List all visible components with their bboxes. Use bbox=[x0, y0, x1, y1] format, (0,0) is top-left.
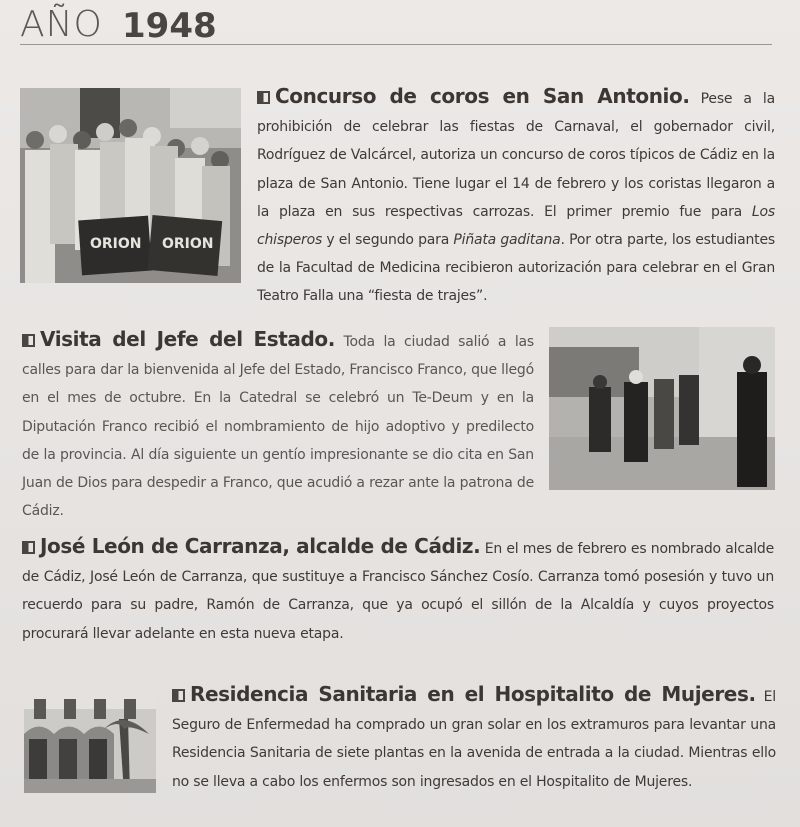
year-value: 1948 bbox=[122, 6, 217, 46]
article-heading: Concurso de coros en San Antonio. bbox=[275, 84, 690, 108]
article-coros bbox=[257, 82, 775, 311]
article-body: y el segundo para bbox=[326, 232, 450, 249]
article-visita bbox=[22, 325, 534, 525]
article-body: . Por otra parte, los estudiantes de la Facultad de Medicina recibieron autorización para celebrar en el Gran Teatro Falla una “fiesta de trajes”. bbox=[257, 232, 775, 305]
article-body: Toda la ciudad salió a las calles para dar la bienvenida al Jefe del Estado, Francisco Franco, que llegó en el mes de octubre. En la Catedral se celebró un Te-Deum y en la Diputación Franco recibió el nombramiento de hijo adoptivo y predilecto de la provincia. Al día siguiente un gentío impresionante se dio cita en San Juan de Dios para despedir a Franco, que acudió a rezar ante la patrona de Cádiz. bbox=[22, 334, 534, 520]
article-heading: Residencia Sanitaria en el Hospitalito de Mujeres. bbox=[190, 682, 756, 706]
half-filled-square-icon bbox=[22, 541, 35, 554]
banner-text-2: ORION bbox=[162, 236, 214, 252]
article-heading: Visita del Jefe del Estado. bbox=[40, 327, 335, 351]
article-body-em: Piñata gaditana bbox=[453, 232, 561, 249]
chorus-photo bbox=[20, 88, 241, 283]
article-body-em: Los chisperos bbox=[257, 203, 775, 249]
year-header bbox=[20, 2, 772, 45]
article-residencia bbox=[172, 680, 776, 796]
year-label: AÑO bbox=[20, 4, 103, 45]
half-filled-square-icon bbox=[22, 334, 35, 347]
hospital-courtyard-photo bbox=[24, 689, 156, 793]
article-heading: José León de Carranza, alcalde de Cádiz. bbox=[40, 534, 481, 558]
article-body: Pese a la prohibición de celebrar las fiestas de Carnaval, el gobernador civil, Rodríguez de Valcárcel, autoriza un concurso de coros típicos de Cádiz en la plaza de San Antonio. Tiene lugar el 14 de febrero y los coristas llegaron a la plaza en sus respectivas carrozas. El primer premio fue para bbox=[257, 91, 775, 220]
article-body: En el mes de febrero es nombrado alcalde de Cádiz, José León de Carranza, que sustituye a Francisco Sánchez Cosío. Carranza tomó posesión y tuvo un recuerdo para su padre, Ramón de Carranza, que ya ocupó el sillón de la Alcaldía y cuyos proyectos procurará llevar adelante en esta nueva etapa. bbox=[22, 541, 774, 642]
half-filled-square-icon bbox=[257, 91, 270, 104]
banner-text-1: ORION bbox=[90, 236, 142, 252]
article-body: El Seguro de Enfermedad ha comprado un gran solar en los extramuros para levantar una Residencia Sanitaria de siete plantas en la avenida de entrada a la ciudad. Mientras ello no se lleva a cabo los enfermos son ingresados en el Hospitalito de Mujeres. bbox=[172, 689, 776, 790]
article-carranza bbox=[22, 532, 774, 648]
half-filled-square-icon bbox=[172, 689, 185, 702]
franco-visit-photo bbox=[549, 327, 775, 490]
